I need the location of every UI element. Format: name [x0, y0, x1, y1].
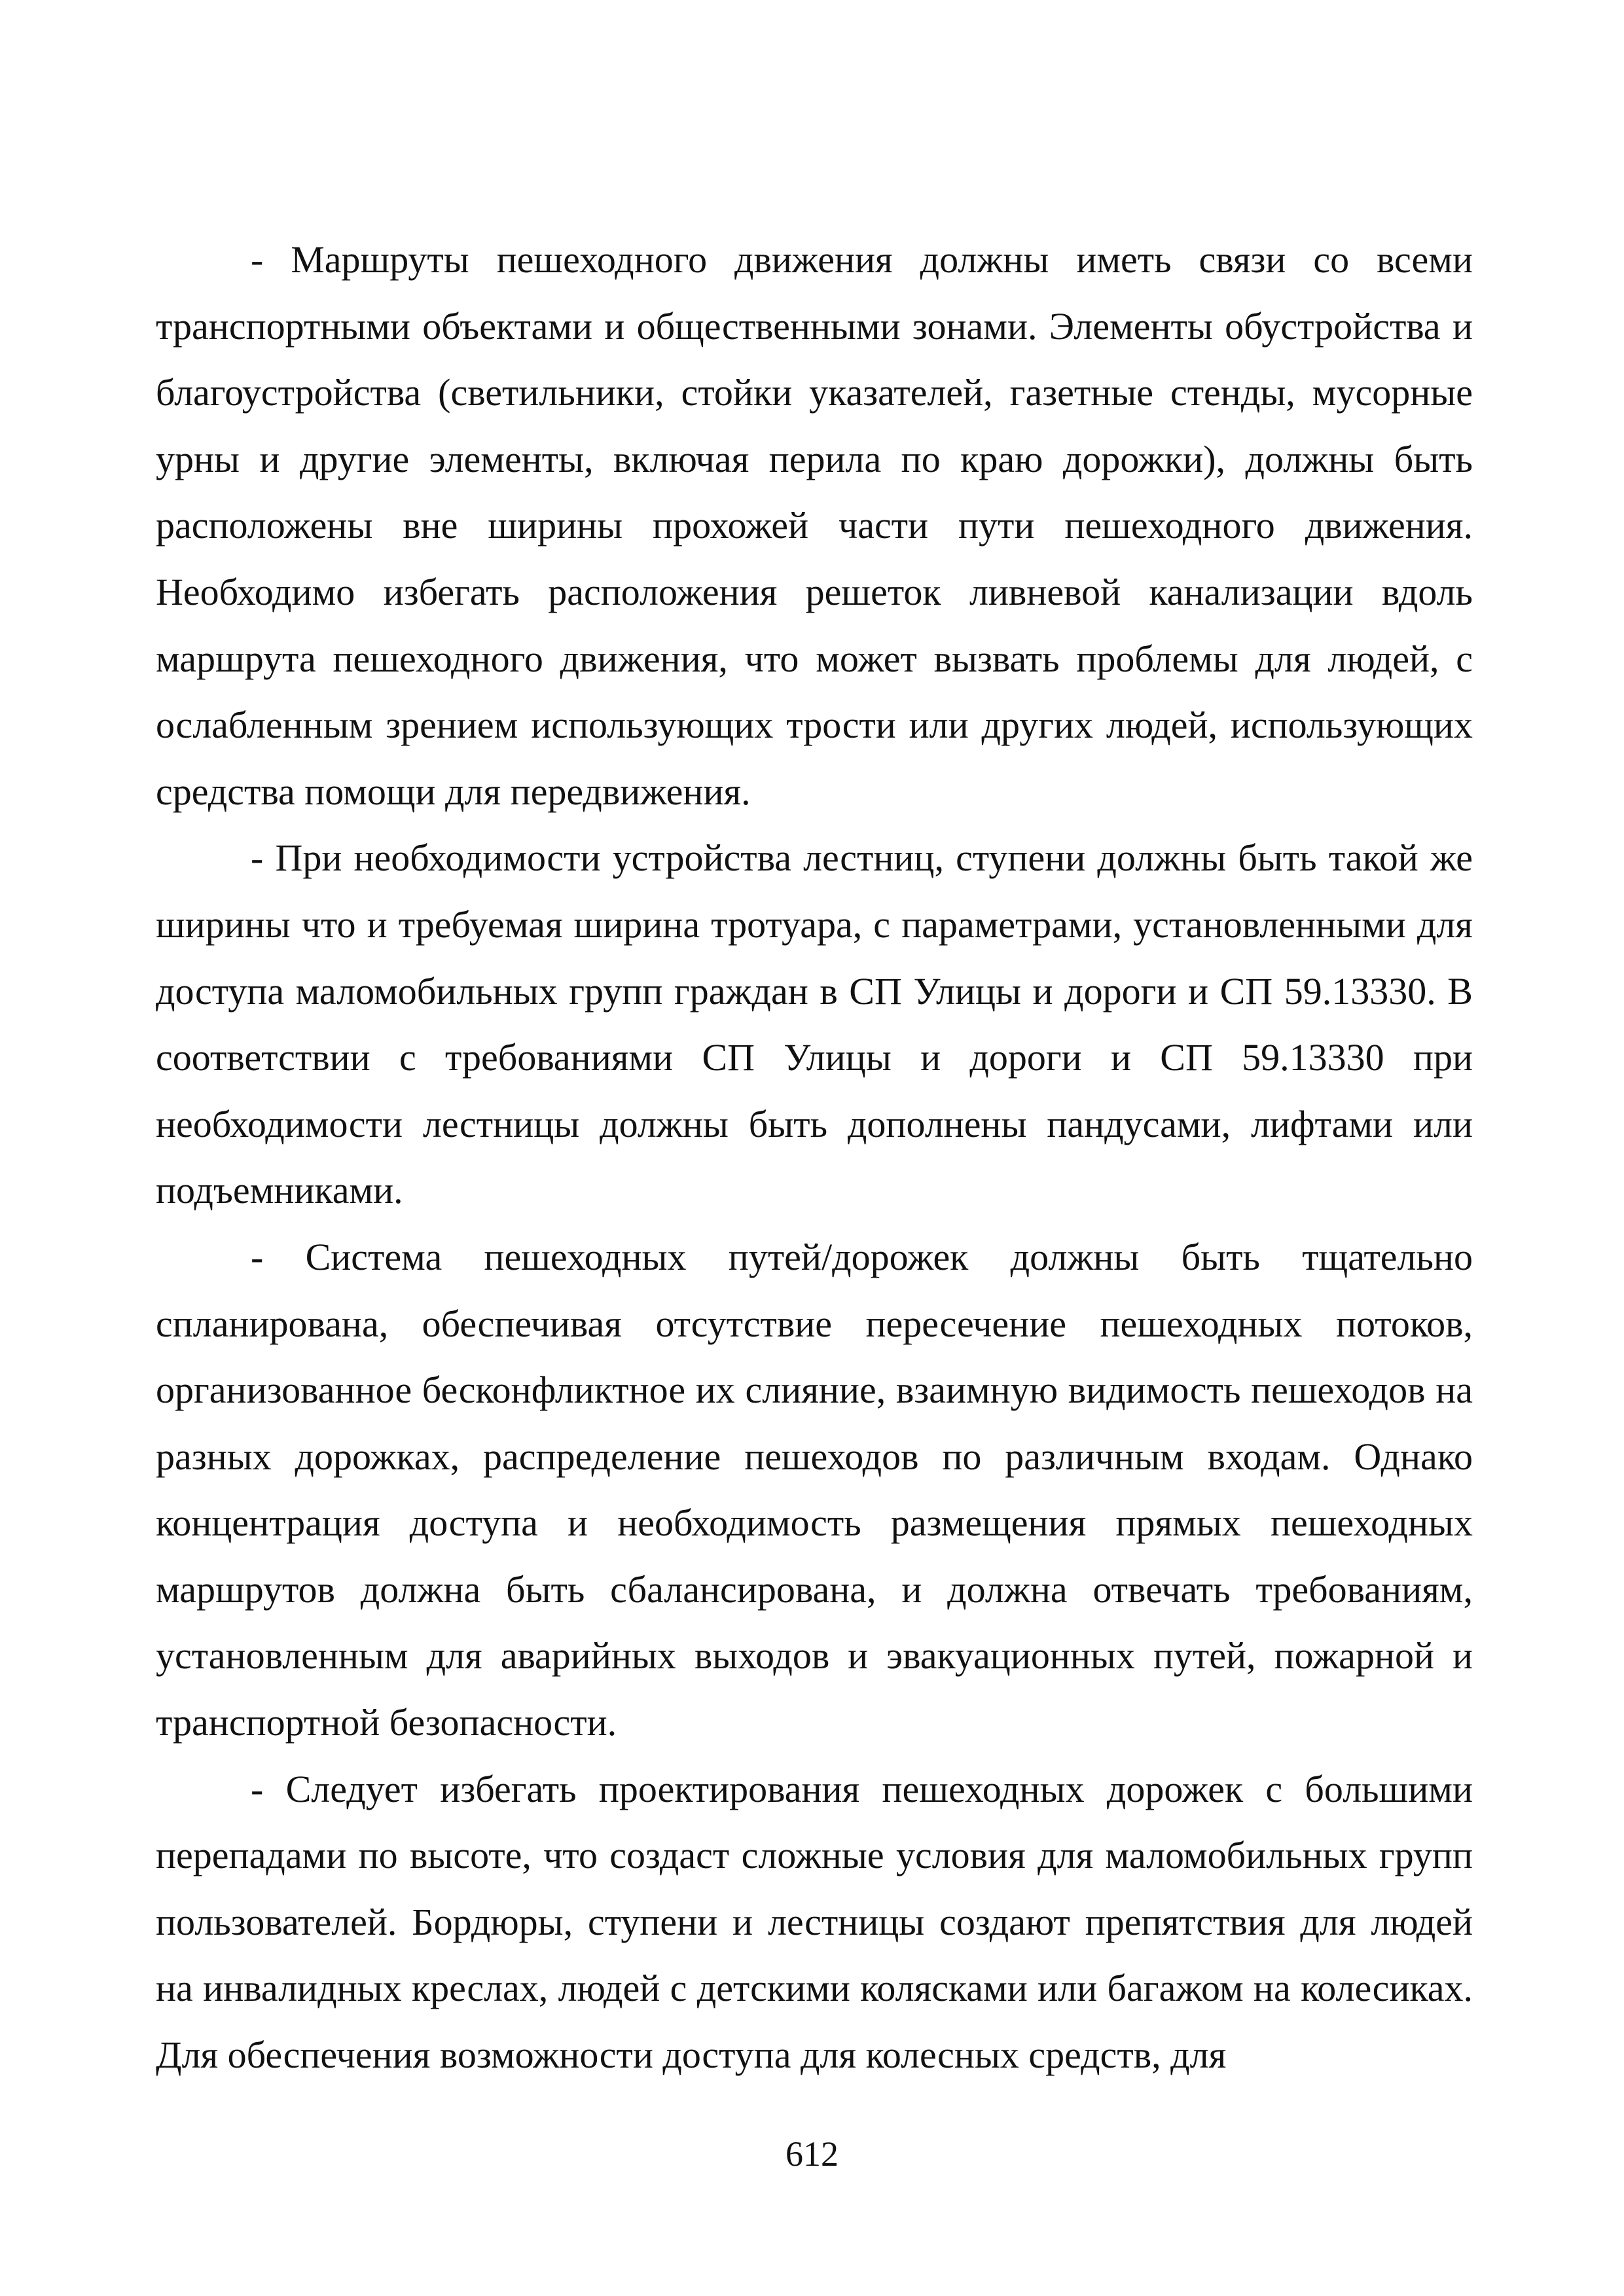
body-text [156, 226, 1473, 2089]
paragraph-path-system: - Система пешеходных путей/дорожек должны быть тщательно спланирована, обеспечивая отсутствие пересечение пешеходных потоков, организованное бесконфликтное их слияние, взаимную видимость пешеходов на разных дорожках, распределение пешеходов по различным входам. Однако концентрация доступа и необходимость размещения прямых пешеходных маршрутов должна быть сбалансирована, и должна отвечать требованиям, установленным для аварийных выходов и эвакуационных путей, пожарной и транспортной безопасности. [156, 1235, 1473, 1744]
paragraph-pedestrian-routes: - Маршруты пешеходного движения должны иметь связи со всеми транспортными объектами и общественными зонами. Элементы обустройства и благоустройства (светильники, стойки указателей, газетные стенды, мусорные урны и другие элементы, включая перила по краю дорожки), должны быть расположены вне ширины прохожей части пути пешеходного движения. Необходимо избегать расположения решеток ливневой канализации вдоль маршрута пешеходного движения, что может вызвать проблемы для людей, с ослабленным зрением использующих трости или других людей, использующих средства помощи для передвижения. [156, 238, 1473, 813]
page-number: 612 [785, 2134, 839, 2174]
paragraph-height-differences: - Следует избегать проектирования пешеходных дорожек с большими перепадами по высоте, что создаст сложные условия для маломобильных групп пользователей. Бордюры, ступени и лестницы создают препятствия для людей на инвалидных креслах, людей с детскими колясками или багажом на колесиках. Для обеспечения возможности доступа для колесных средств, для [156, 1767, 1473, 2077]
paragraph-stairs: - При необходимости устройства лестниц, ступени должны быть такой же ширины что и требуемая ширина тротуара, с параметрами, установленными для доступа маломобильных групп граждан в СП Улицы и дороги и СП 59.13330. В соответствии с требованиями СП Улицы и дороги и СП 59.13330 при необходимости лестницы должны быть дополнены пандусами, лифтами или подъемниками. [156, 836, 1473, 1212]
